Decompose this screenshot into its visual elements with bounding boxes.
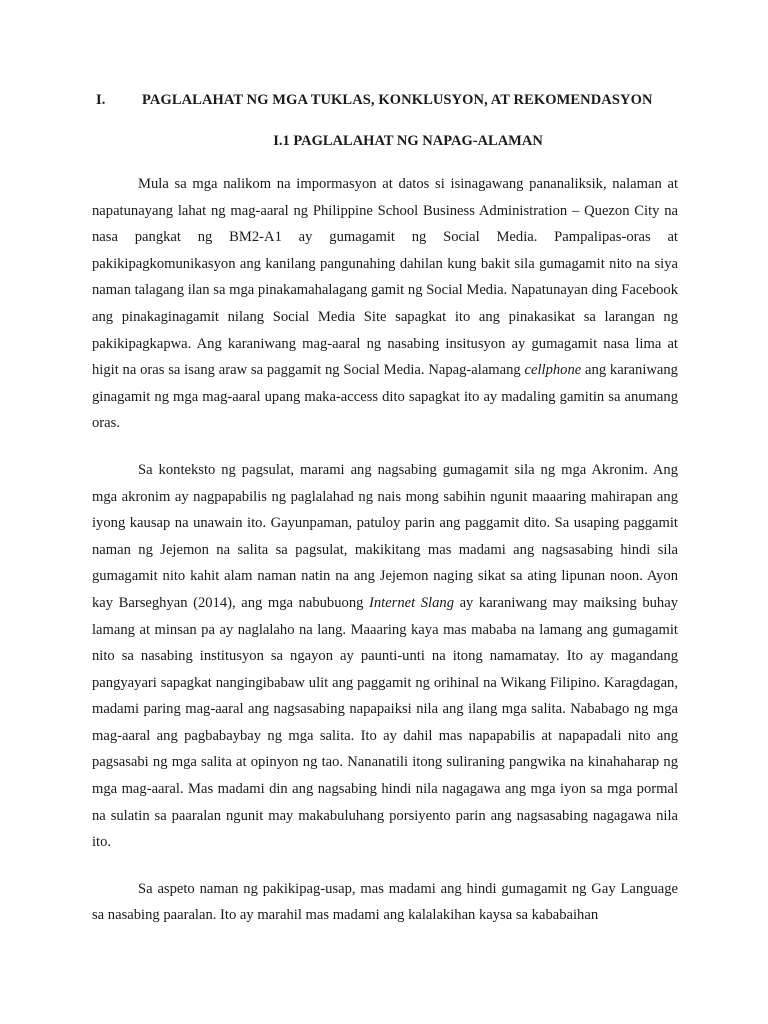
emphasis-cellphone: cellphone bbox=[524, 362, 582, 379]
emphasis-internet-slang: Internet Slang bbox=[368, 594, 454, 611]
section-title: PAGLALAHAT NG MGA TUKLAS, KONKLUSYON, AT REKOMENDASYON bbox=[142, 92, 653, 108]
paragraph-1: Mula sa mga nalikom na impormasyon at datos si isinagawang pananaliksik, nalaman at napatunayang lahat ng mag-aaral ng Philippine School Business Administration – Quezon City na nasa pangkat ng BM2-A1 ay gumagamit ng Social Media. Pampalipas-oras at pakikipagkomunikasyon ang kanilang pangunahing dahilan kung bakit sila gumagamit nito na siya naman talagang ilan sa mga pinakamahalagang gamit ng Social Media. Napatunayan ding Facebook ang pinakaginagamit nilang Social Media Site sapagkat ito ang pinakasikat sa larangan ng pakikipagkapwa. Ang karaniwang mag-aaral ng nasabing insitusyon ay gumagamit nasa lima at higit na oras sa isang araw sa paggamit ng Social Media. Napag-alamang cellphone ang karaniwang ginagamit ng mga mag-aaral upang maka-access dito sapagkat ito ay madaling gamitin sa anumang oras. bbox=[92, 176, 678, 432]
section-number: I. bbox=[96, 92, 106, 108]
subsection-heading: I.1 PAGLALAHAT NG NAPAG-ALAMAN bbox=[273, 133, 543, 149]
paragraph-2: Sa konteksto ng pagsulat, marami ang nagsabing gumagamit sila ng mga Akronim. Ang mga akronim ay nagpapabilis ng paglalahad ng nais mong sabihin ngunit maaaring mahirapan ang iyong kausap na unawain ito. Gayunpaman, patuloy parin ang paggamit dito. Sa usaping paggamit naman ng Jejemon na salita sa pagsulat, makikitang mas madami ang nagsasabing hindi sila gumagamit nito kahit alam naman natin na ang Jejemon naging sikat sa ating lipunan noon. Ayon kay Barseghyan (2014), ang mga nabubuong Internet Slang ay karaniwang may maiksing buhay lamang at minsan pa ay naglalaho na lang. Maaaring kaya mas mababa na lamang ang gumagamit nito sa nasabing institusyon sa ngayon ay paunti-unti na itong namamatay. Ito ay magandang pangyayari sapagkat nangingibabaw ulit ang paggamit ng orihinal na Wikang Filipino. Karagdagan, madami paring mag-aaral ang nagsasabing napapaiksi nila ang ilang mga salita. Nababago ng mga mag-aaral ang pagbabaybay ng mga salita. Ito ay dahil mas napapabilis at napapadali nito ang pagsasabi ng mga salita at opinyon ng tao. Nananatili itong suliraning pangwika na kinahaharap ng mga mag-aaral. Mas madami din ang nagsabing hindi nila nagagawa ang mga iyon sa mga pormal na sulatin sa paaralan ngunit may makabuluhang porsiyento parin ang nagsasabing nagagawa nila ito. bbox=[92, 461, 678, 851]
section-heading bbox=[96, 92, 696, 109]
body-text bbox=[92, 171, 678, 929]
paragraph-3: Sa aspeto naman ng pakikipag-usap, mas madami ang hindi gumagamit ng Gay Language sa nasabing paaralan. Ito ay marahil mas madami ang kalalakihan kaysa sa kababaihan bbox=[92, 880, 678, 924]
